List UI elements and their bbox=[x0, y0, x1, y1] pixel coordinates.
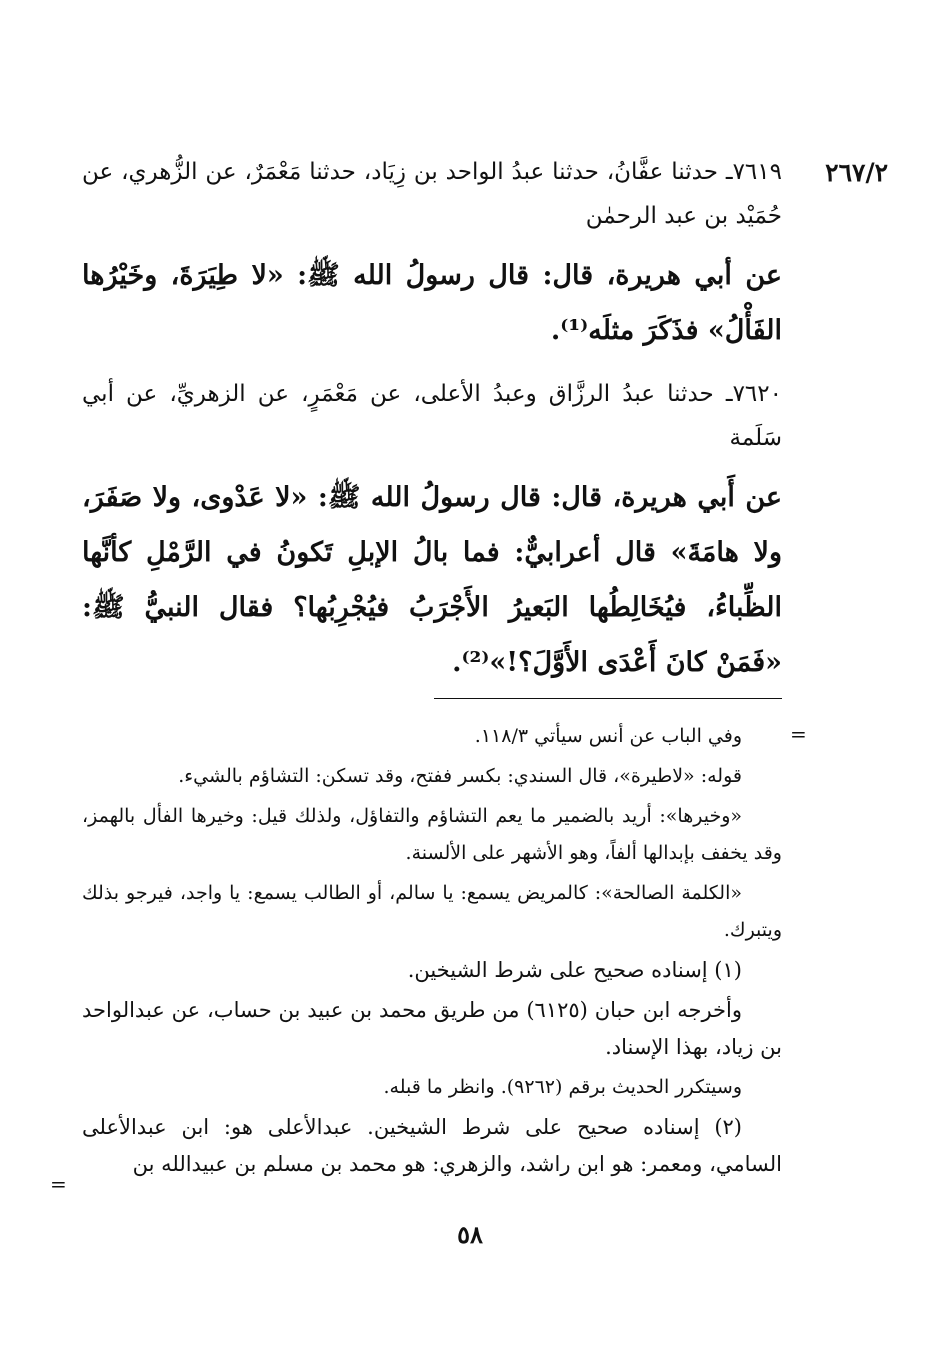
footnote-continuation-mark: = bbox=[790, 722, 807, 746]
footnote-continues-mark: = bbox=[50, 1172, 67, 1196]
hadith-7619-matn: عن أبي هريرة، قال: قال رسولُ الله ﷺ: «لا طِيَرَةَ، وخَيْرُها الفَأْلُ» فذَكَرَ مثلَه⁽¹⁾. bbox=[82, 260, 782, 346]
volume-page-reference: ٢٦٧/٢ bbox=[825, 158, 888, 187]
footnote-paragraph: وفي الباب عن أنس سيأتي ١١٨/٣. bbox=[474, 725, 742, 747]
hadith-7620-isnad: ٧٦٢٠ـ حدثنا عبدُ الرزَّاق وعبدُ الأعلى، عن مَعْمَرٍ، عن الزهريِّ، عن أبي سَلَمة bbox=[82, 381, 782, 451]
footnote-1: (١) إسناده صحيح على شرط الشيخين. bbox=[407, 958, 742, 982]
footnote-paragraph: وسيتكرر الحديث برقم (٩٢٦٢). وانظر ما قبله. bbox=[383, 1076, 742, 1098]
footnote-paragraph: «وخيرها»: أريد بالضمير ما يعم التشاؤم والتفاؤل، ولذلك قيل: وخيرها الفأل بالهمز، وقد يخفف بإبدالها ألفاً، وهو الأشهر على الألسنة. bbox=[82, 805, 782, 864]
hadith-body bbox=[82, 150, 782, 704]
footnote-2: (٢) إسناده صحيح على شرط الشيخين. عبدالأعلى هو: ابن عبدالأعلى السامي، ومعمر: هو ابن راشد، والزهري: هو محمد بن مسلم بن عبيدالله بن bbox=[82, 1115, 782, 1176]
footnote-paragraph: قوله: «لاطيرة»، قال السندي: بكسر ففتح، وقد تسكن: التشاؤم بالشيء. bbox=[178, 765, 742, 787]
page-number: ٥٨ bbox=[457, 1220, 483, 1249]
hadith-7619-isnad: ٧٦١٩ـ حدثنا عفَّانُ، حدثنا عبدُ الواحد بن زِيَاد، حدثنا مَعْمَرٌ، عن الزُّهري، عن حُمَيْد بن عبد الرحمٰن bbox=[82, 159, 782, 229]
footnote-paragraph: وأخرجه ابن حبان (٦١٢٥) من طريق محمد بن عبيد بن حساب، عن عبدالواحد بن زياد، بهذا الإسناد. bbox=[82, 998, 782, 1059]
footnote-separator bbox=[434, 698, 782, 699]
footnotes bbox=[82, 718, 782, 1186]
footnote-paragraph: «الكلمة الصالحة»: كالمريض يسمع: يا سالم، أو الطالب يسمع: يا واجد، فيرجو بذلك ويتبرك. bbox=[82, 882, 782, 941]
hadith-7620-matn: عن أَبي هريرة، قال: قال رسولُ الله ﷺ: «لا عَدْوى، ولا صَفَرَ، ولا هامَةَ» قال أعرابيٌّ: فما بالُ الإبلِ تَكونُ في الرَّمْلِ كأنَّها الظِّباءُ، فيُخَالِطُها البَعيرُ الأَجْرَبُ فيُجْرِبُها؟ فقال النبيُّ ﷺ: «فَمَنْ كانَ أَعْدَى الأَوَّلَ؟!»⁽²⁾. bbox=[82, 482, 782, 678]
